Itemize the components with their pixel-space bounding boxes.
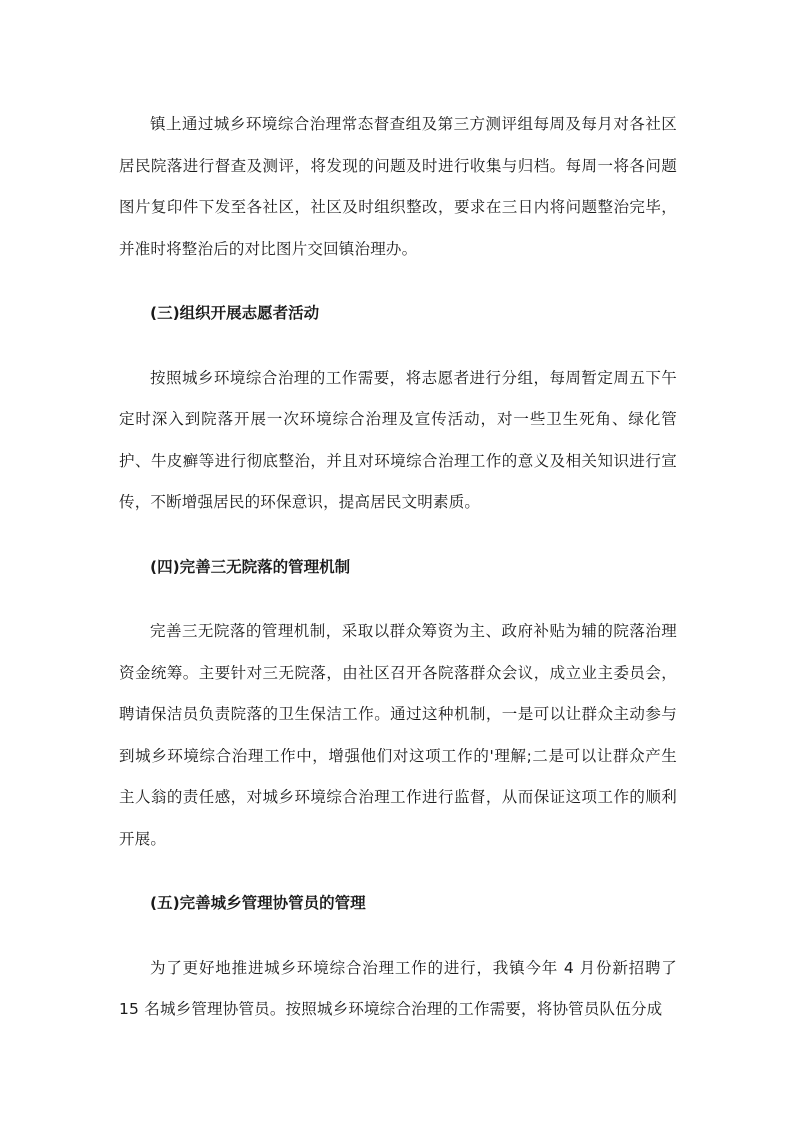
- spacer: [119, 860, 677, 883]
- heading-volunteer-activities: (三)组织开展志愿者活动: [150, 304, 320, 322]
- heading-coordinator-management: (五)完善城乡管理协管员的管理: [150, 894, 366, 912]
- paragraph-coordinator-management: 为了更好地推进城乡环境综合治理工作的进行，我镇今年 4 月份新招聘了 15 名城乡管理协管员。按照城乡环境综合治理的工作需要，将协管员队伍分成: [119, 958, 677, 1018]
- spacer: [119, 524, 677, 547]
- spacer: [119, 335, 677, 358]
- paragraph-supervision: 镇上通过城乡环境综合治理常态督查组及第三方测评组每周及每月对各社区居民院落进行督查及测评，将发现的问题及时进行收集与归档。每周一将各问题图片复印件下发至各社区，社区及时组织整改，要求在三日内将问题整治完毕，并准时将整治后的对比图片交回镇治理办。: [119, 115, 677, 258]
- document-body: [119, 104, 677, 1031]
- paragraph-volunteer-activities: 按照城乡环境综合治理的工作需要，将志愿者进行分组，每周暂定周五下午定时深入到院落开展一次环境综合治理及宣传活动，对一些卫生死角、绿化管护、牛皮癣等进行彻底整治，并且对环境综合治理工作的意义及相关知识进行宣传，不断增强居民的环保意识，提高居民文明素质。: [119, 368, 677, 511]
- heading-courtyard-mechanism: (四)完善三无院落的管理机制: [150, 557, 351, 576]
- paragraph-courtyard-mechanism: 完善三无院落的管理机制，采取以群众筹资为主、政府补贴为辅的院落治理资金统筹。主要针对三无院落，由社区召开各院落群众会议，成立业主委员会，聘请保洁员负责院落的卫生保洁工作。通过这种机制，一是可以让群众主动参与到城乡环境综合治理工作中，增强他们对这项工作的'理解;二是可以让群众产生主人翁的责任感，对城乡环境综合治理工作进行监督，从而保证这项工作的顺利开展。: [119, 622, 677, 848]
- spacer: [119, 588, 677, 611]
- spacer: [119, 270, 677, 293]
- spacer: [119, 925, 677, 948]
